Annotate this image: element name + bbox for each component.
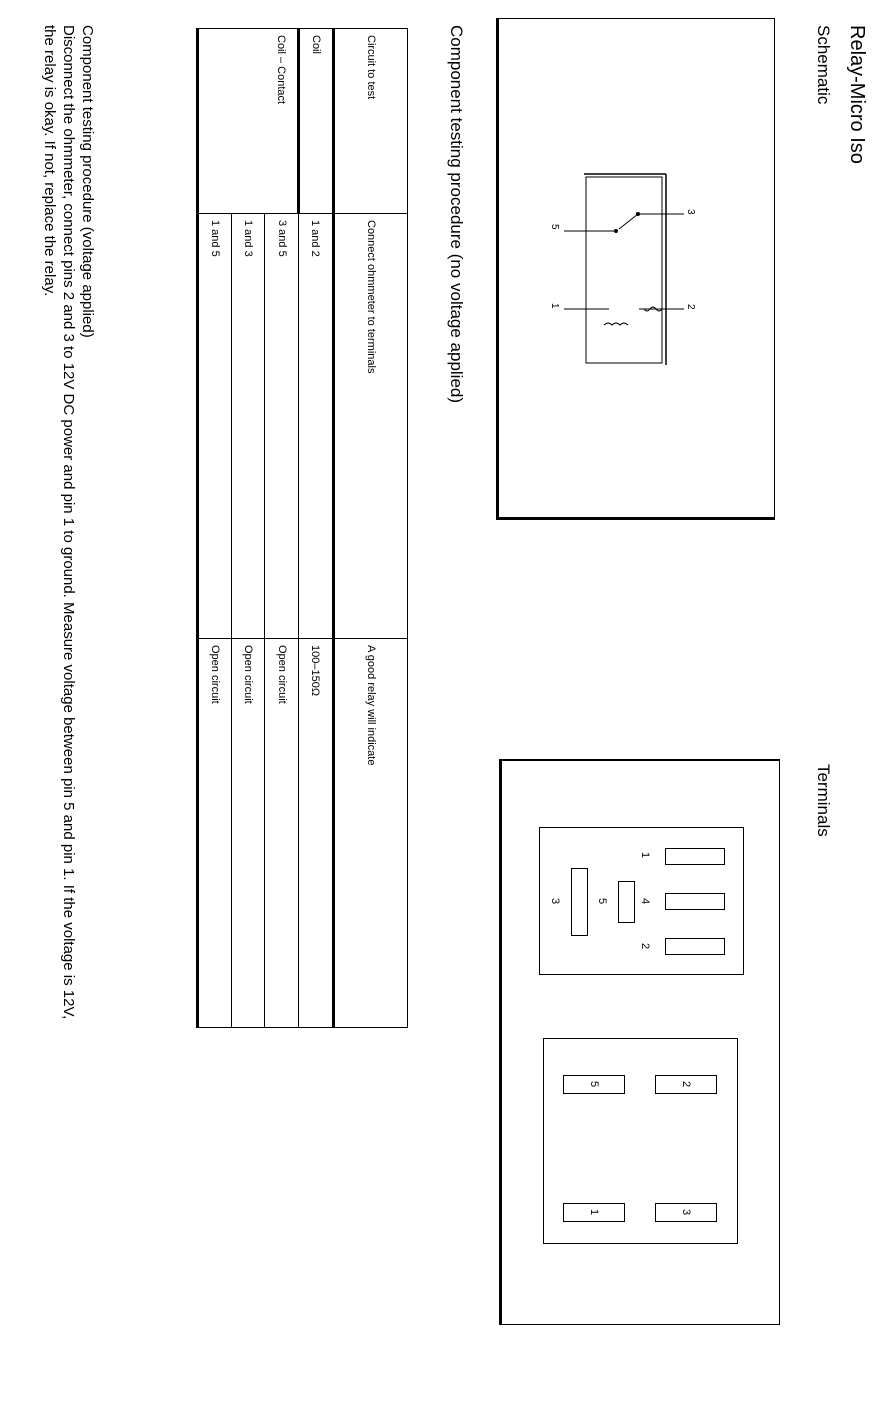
terminal-pin-4 [665,893,725,910]
terminal-pin-5 [618,881,635,923]
terminals-heading: Terminals [814,764,833,837]
schematic-pin-3-label: 3 [685,209,696,215]
table-row [198,29,232,1028]
header-indicate: A good relay will indicate [334,639,408,1028]
terminal-pin-5-label: 5 [596,898,608,905]
row-terminals: 1 and 3 [232,214,265,639]
voltage-heading: Component testing procedure (voltage applied) [79,25,96,338]
terminal-pin-2-right-label: 2 [680,1081,692,1088]
table-row [299,29,334,1028]
schematic-heading: Schematic [814,25,833,105]
header-terminals: Connect ohmmeter to terminals [334,214,408,639]
table-row [232,29,265,1028]
terminal-pin-2-label: 2 [639,943,651,950]
terminal-pin-2 [665,938,725,955]
row-indicate: Open circuit [232,639,265,1028]
terminal-pin-5-right-label: 5 [588,1081,600,1088]
schematic-pin-1-label: 1 [549,303,560,309]
terminals-box [499,759,780,1325]
relay-schematic-diagram [498,19,774,519]
terminal-pin-1 [665,848,725,865]
terminal-pin-3-right-label: 3 [680,1209,692,1216]
row-circuit [198,29,232,214]
terminal-pin-1-label: 1 [639,852,651,859]
schematic-pin-2-label: 2 [685,304,696,310]
schematic-box [496,18,775,520]
header-circuit: Circuit to test [334,29,408,214]
row-circuit [232,29,265,214]
voltage-text-line2: the relay is okay. If not, replace the relay. [41,25,58,297]
terminal-pin-3 [571,868,588,936]
row-indicate: Open circuit [198,639,232,1028]
row-circuit: Coil – Contact [265,29,299,214]
table-heading: Component testing procedure (no voltage applied) [447,25,466,404]
row-terminals: 1 and 5 [198,214,232,639]
terminal-pin-3-label: 3 [549,898,561,905]
terminal-pin-1-right-label: 1 [588,1209,600,1216]
terminal-view-left [539,827,744,975]
row-indicate: 100–150Ω [299,639,334,1028]
table-header-row [334,29,408,1028]
terminal-view-right [543,1038,738,1244]
terminal-pin-4-label: 4 [639,898,651,905]
schematic-pin-5-label: 5 [549,224,560,230]
voltage-text-line1: Disconnect the ohmmeter, connect pins 2 and 3 to 12V DC power and pin 1 to ground. Measure voltage between pin 5 and pin 1. If the voltage is 12V, [60,25,77,1020]
row-circuit: Coil [299,29,334,214]
test-procedure-table [197,28,409,1028]
page-title: Relay-Micro Iso [846,25,868,164]
row-terminals: 1 and 2 [299,214,334,639]
row-terminals: 3 and 5 [265,214,299,639]
row-indicate: Open circuit [265,639,299,1028]
table-row [265,29,299,1028]
